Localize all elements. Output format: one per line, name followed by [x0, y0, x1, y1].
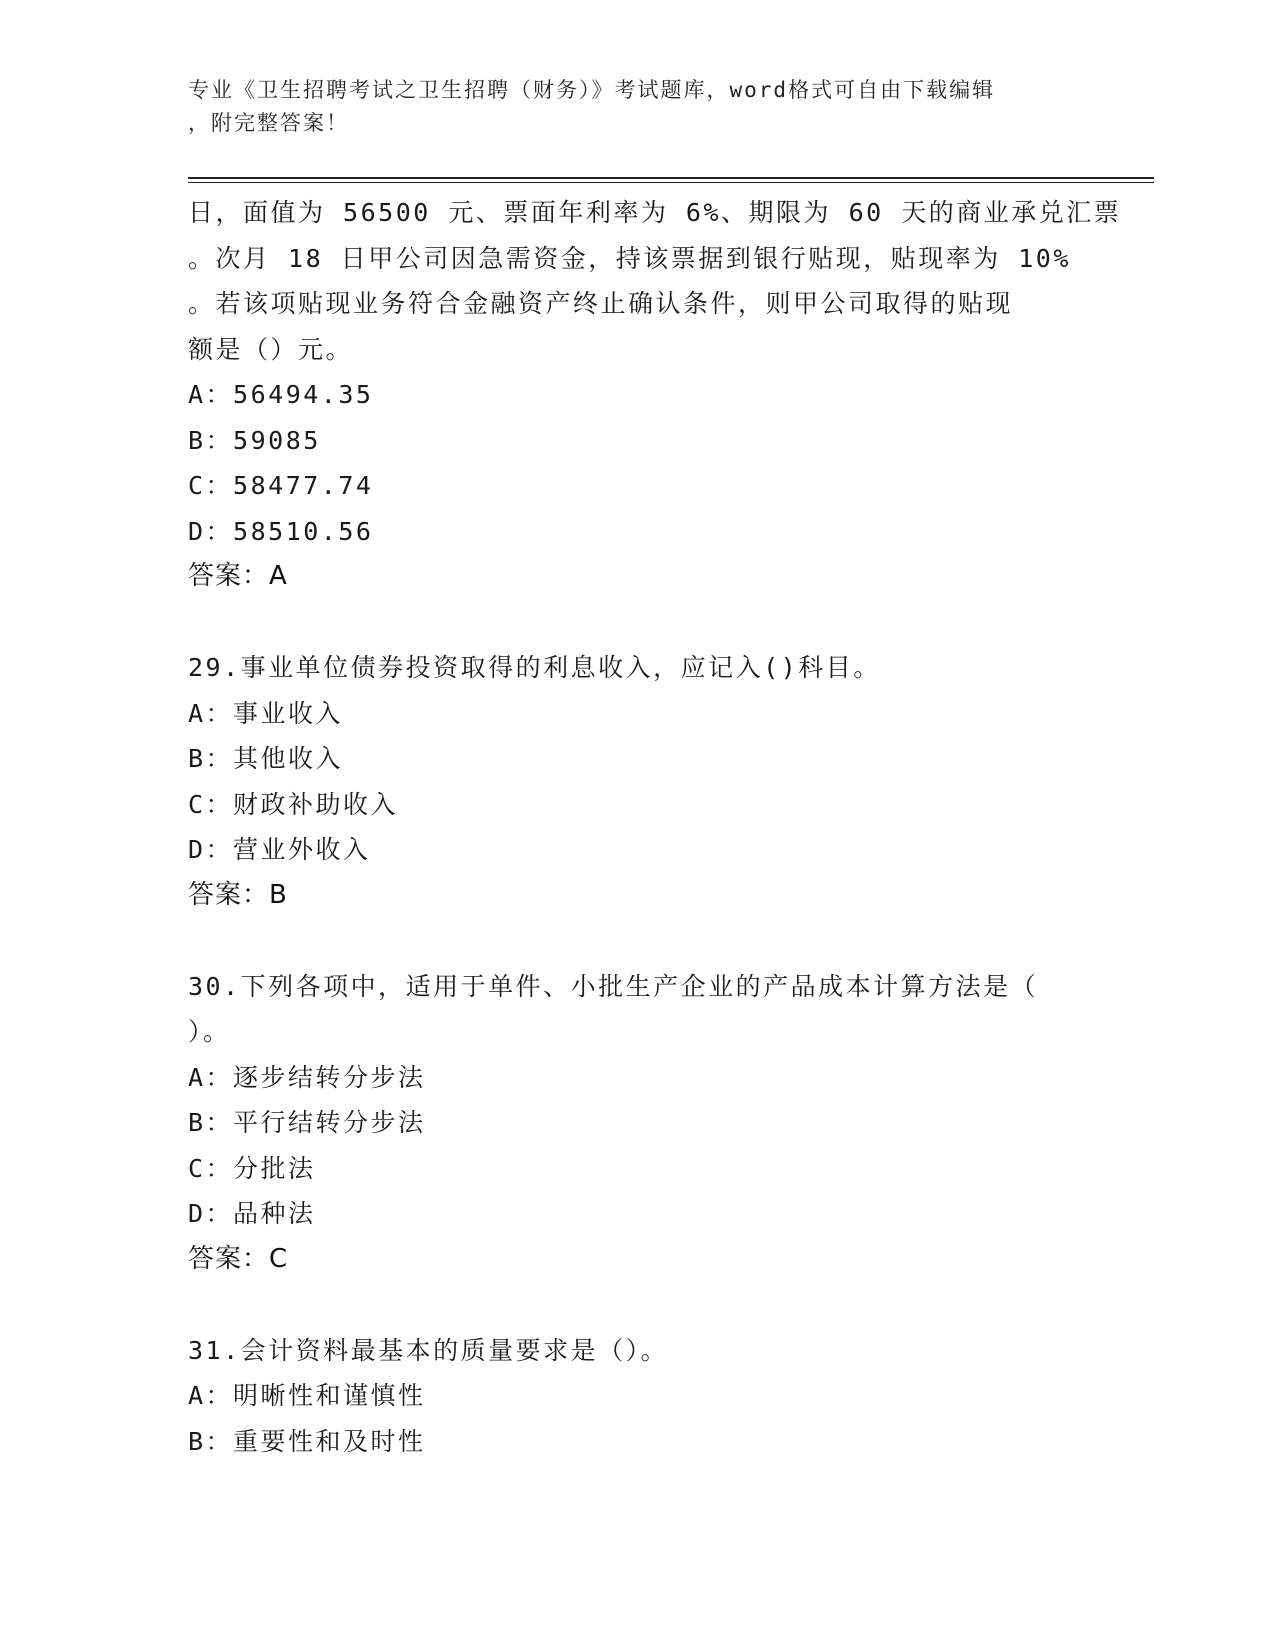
header-line-2: ，附完整答案！: [188, 111, 349, 135]
question-text-line: 。若该项贴现业务符合金融资产终止确认条件，则甲公司取得的贴现: [188, 289, 1014, 318]
option-b: B：平行结转分步法: [188, 1108, 426, 1137]
spacer: [188, 600, 1088, 646]
question-28: [188, 190, 1122, 600]
spacer: [188, 918, 1088, 964]
header-line-1: 专业《卫生招聘考试之卫生招聘（财务）》考试题库，word格式可自由下载编辑: [188, 78, 996, 102]
option-c: C：财政补助收入: [188, 789, 399, 819]
question-list: [188, 190, 1122, 1464]
answer: 答案：A: [188, 561, 288, 591]
option-a: A：明晰性和谨慎性: [188, 1381, 426, 1410]
document-header: [188, 74, 1068, 140]
question-31: [188, 1328, 1088, 1465]
question-29: [188, 645, 1088, 918]
option-b: B：重要性和及时性: [188, 1426, 426, 1456]
option-c: C：分批法: [188, 1153, 316, 1183]
header-rule-thin: [188, 182, 1154, 183]
question-text-line: 30.下列各项中，适用于单件、小批生产企业的产品成本计算方法是（: [188, 971, 1039, 1001]
question-30: [188, 964, 1088, 1283]
question-text-line: 。次月 18 日甲公司因急需资金，持该票据到银行贴现，贴现率为 10%: [188, 243, 1071, 273]
option-b: B：其他收入: [188, 744, 344, 773]
option-a: A：56494.35: [188, 380, 374, 409]
option-d: D：营业外收入: [188, 835, 371, 864]
spacer: [188, 1282, 1088, 1328]
option-a: A：逐步结转分步法: [188, 1062, 426, 1092]
question-text-line: 29.事业单位债券投资取得的利息收入，应记入()科目。: [188, 653, 881, 682]
question-text-line: 31.会计资料最基本的质量要求是（）。: [188, 1335, 669, 1365]
header-rule-thick: [188, 177, 1154, 179]
question-text-line: 额是（）元。: [188, 334, 354, 364]
answer: 答案：C: [188, 1243, 289, 1274]
answer: 答案：B: [188, 879, 288, 910]
option-a: A：事业收入: [188, 698, 344, 728]
option-d: D：品种法: [188, 1199, 316, 1228]
option-d: D：58510.56: [188, 516, 374, 546]
option-b: B：59085: [188, 425, 321, 455]
question-text-line: 日，面值为 56500 元、票面年利率为 6%、期限为 60 天的商业承兑汇票: [188, 198, 1122, 227]
question-text-line: ）。: [188, 1017, 231, 1046]
option-c: C：58477.74: [188, 471, 374, 500]
